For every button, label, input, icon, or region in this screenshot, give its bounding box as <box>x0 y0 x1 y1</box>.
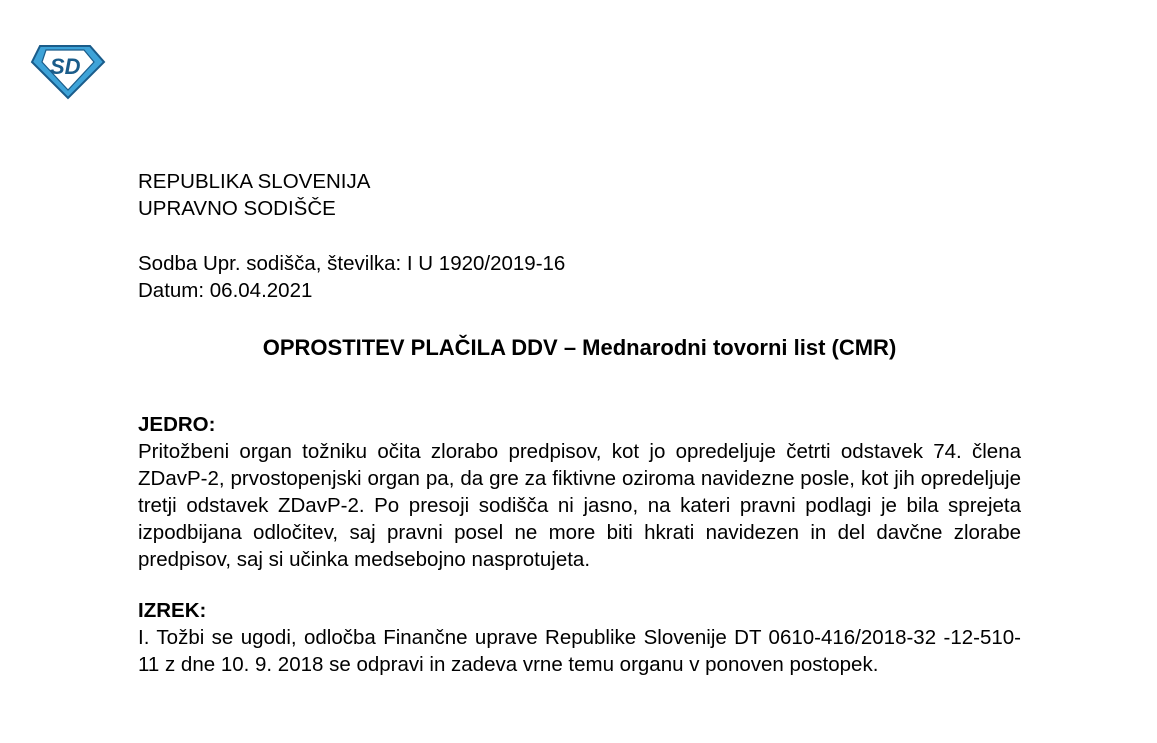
country-name: REPUBLIKA SLOVENIJA <box>138 170 371 193</box>
decision-date: Datum: 06.04.2021 <box>138 279 313 302</box>
document-body <box>138 168 1021 678</box>
jedro-heading: JEDRO: <box>138 413 216 436</box>
izrek-heading: IZREK: <box>138 599 207 622</box>
court-name: UPRAVNO SODIŠČE <box>138 197 336 220</box>
case-number: Sodba Upr. sodišča, številka: I U 1920/2019-16 <box>138 252 566 275</box>
document-title: OPROSTITEV PLAČILA DDV – Mednarodni tovorni list (CMR) <box>262 335 897 360</box>
izrek-text: I. Tožbi se ugodi, odločba Finančne uprave Republike Slovenije DT 0610-416/2018-32 -12-510-11 z dne 10. 9. 2018 se odpravi in zadeva vrne temu organu v ponoven postopek. <box>138 626 1021 676</box>
jedro-text: Pritožbeni organ tožniku očita zlorabo predpisov, kot jo opredeljuje četrti odstavek 74. člena ZDavP-2, prvostopenjski organ pa, da gre za fiktivne oziroma navidezne posle, kot jih opredeljuje tretji odstavek ZDavP-2. Po presoji sodišča ni jasno, na kateri pravni podlagi je bila sprejeta izpodbijana odločitev, saj pravni posel ne more biti hkrati navidezen in del davčne zlorabe predpisov, saj si učinka medsebojno nasprotujeta. <box>138 440 1021 571</box>
court-logo <box>30 40 106 100</box>
logo-monogram: SD <box>50 54 81 79</box>
diamond-logo-icon <box>30 40 106 100</box>
